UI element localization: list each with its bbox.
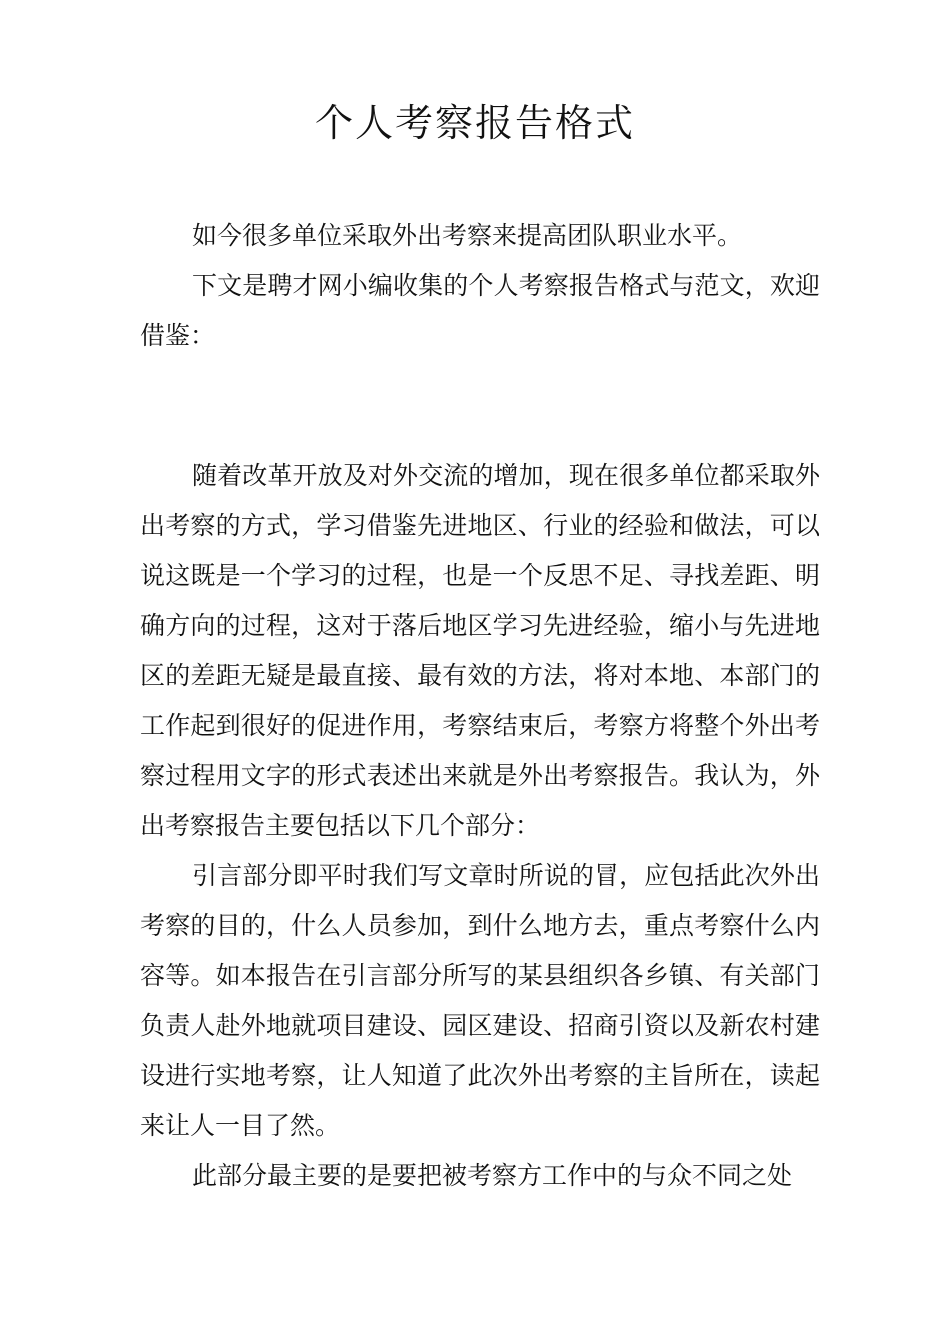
- body-paragraph-2: 引言部分即平时我们写文章时所说的冒，应包括此次外出考察的目的，什么人员参加，到什么地方去，重点考察什么内容等。如本报告在引言部分所写的某县组织各乡镇、有关部门负责人赴外地就项目建设、园区建设、招商引资以及新农村建设进行实地考察，让人知道了此次外出考察的主旨所在，读起来让人一目了然。: [140, 861, 820, 1140]
- body-paragraph-1: 随着改革开放及对外交流的增加，现在很多单位都采取外出考察的方式，学习借鉴先进地区、行业的经验和做法，可以说这既是一个学习的过程，也是一个反思不足、寻找差距、明确方向的过程，这对于落后地区学习先进经验，缩小与先进地区的差距无疑是最直接、最有效的方法，将对本地、本部门的工作起到很好的促进作用，考察结束后，考察方将整个外出考察过程用文字的形式表述出来就是外出考察报告。我认为，外出考察报告主要包括以下几个部分：: [140, 461, 820, 840]
- document-title: 个人考察报告格式: [314, 101, 635, 145]
- intro-paragraph-1: 如今很多单位采取外出考察来提高团队职业水平。: [192, 221, 743, 250]
- main-section: [140, 451, 820, 1201]
- intro-paragraph-2: 下文是聘才网小编收集的个人考察报告格式与范文，欢迎借鉴：: [140, 271, 820, 350]
- intro-section: [140, 211, 820, 361]
- body-paragraph-3: 此部分最主要的是要把被考察方工作中的与众不同之处: [192, 1161, 793, 1190]
